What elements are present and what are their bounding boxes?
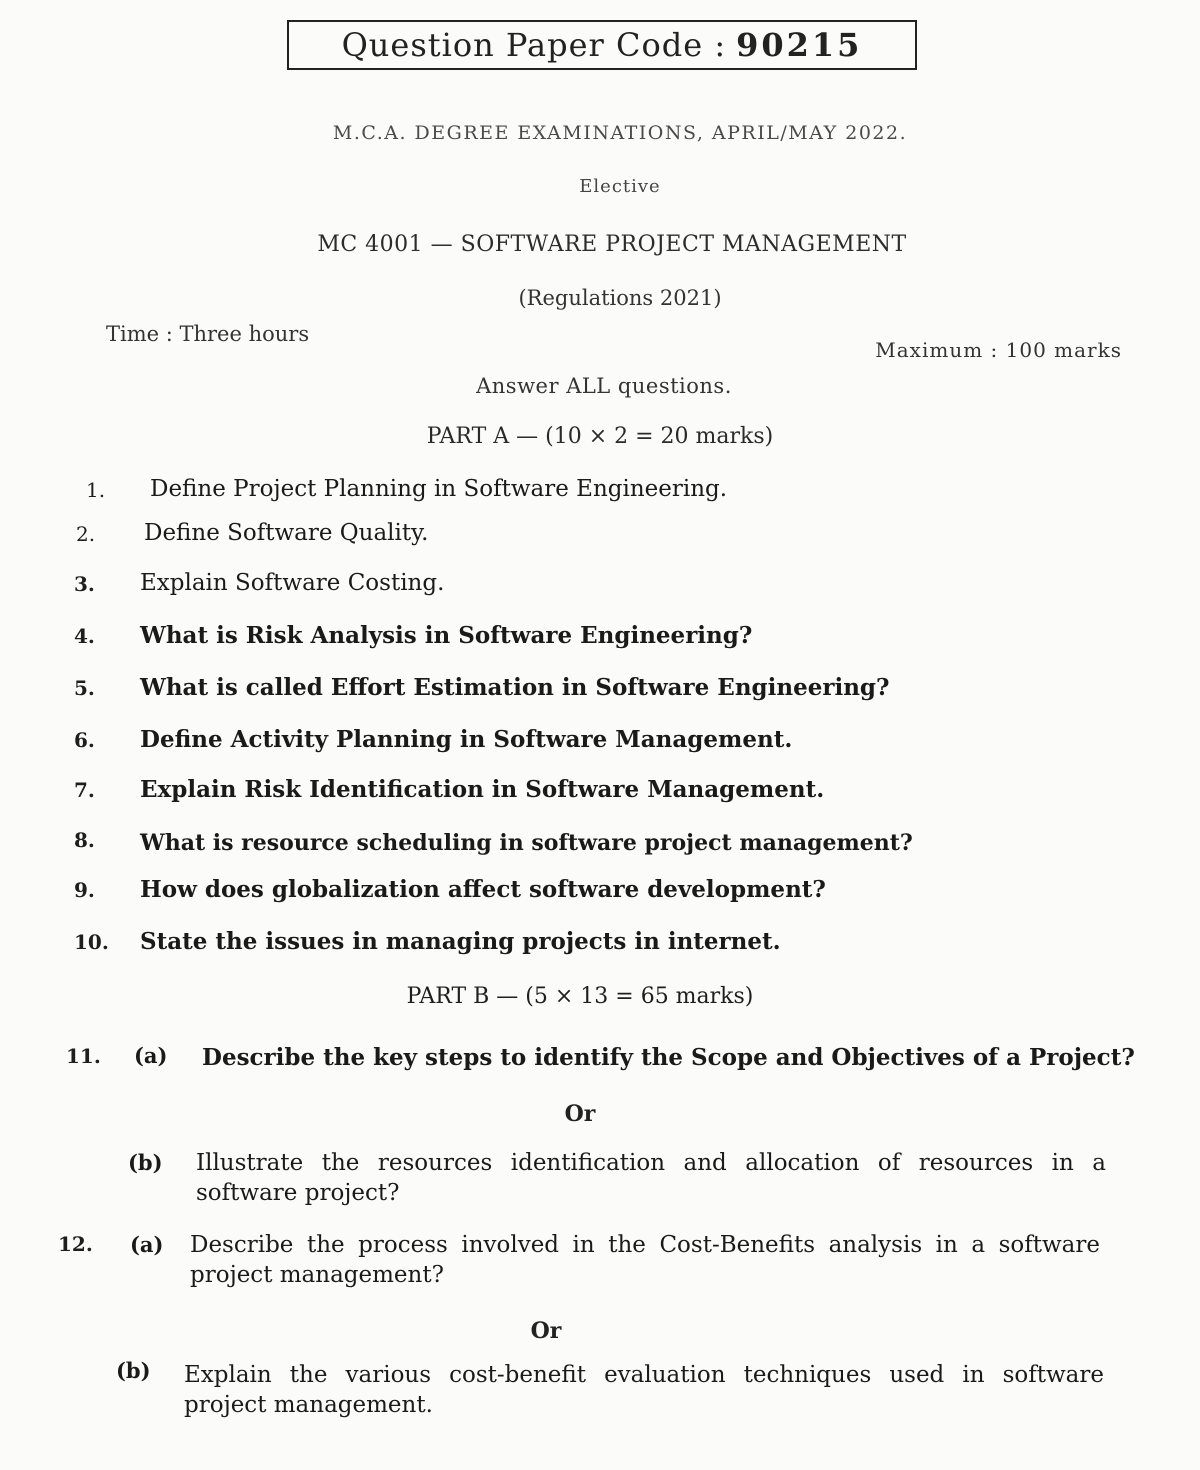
sub-question-label: (a) xyxy=(134,1043,168,1068)
sub-question-label: (b) xyxy=(128,1150,163,1175)
question-text: How does globalization affect software development? xyxy=(140,876,826,903)
question-number: 2. xyxy=(76,522,96,546)
or-separator: Or xyxy=(530,1318,562,1344)
question-number: 5. xyxy=(74,676,95,700)
part-b-title: PART B — (5 × 13 = 65 marks) xyxy=(406,984,754,1009)
question-number: 6. xyxy=(74,728,95,752)
code-label: Question Paper Code : xyxy=(341,26,727,64)
question-text: Define Software Quality. xyxy=(144,520,429,546)
exam-title: M.C.A. DEGREE EXAMINATIONS, APRIL/MAY 2022. xyxy=(332,122,908,144)
question-text: Define Project Planning in Software Engineering. xyxy=(150,476,728,502)
code-number: 90215 xyxy=(736,26,863,64)
sub-question-text: Illustrate the resources identification and allocation of resources in a software project? xyxy=(196,1150,1106,1206)
question-number: 7. xyxy=(74,778,95,802)
instruction: Answer ALL questions. xyxy=(476,374,732,398)
sub-question-text: Describe the process involved in the Cost-Benefits analysis in a software project management? xyxy=(190,1232,1100,1288)
question-text: Explain Software Costing. xyxy=(140,570,445,596)
maximum-marks: Maximum : 100 marks xyxy=(875,338,1122,362)
question-text: State the issues in managing projects in internet. xyxy=(140,928,781,955)
question-text: Define Activity Planning in Software Management. xyxy=(140,726,793,753)
elective-label: Elective xyxy=(579,176,661,197)
question-number: 8. xyxy=(74,828,95,852)
subject-title: MC 4001 — SOFTWARE PROJECT MANAGEMENT xyxy=(317,232,907,257)
time-allowed: Time : Three hours xyxy=(106,322,310,346)
question-text: What is called Effort Estimation in Software Engineering? xyxy=(140,674,890,701)
question-text: Explain Risk Identification in Software Management. xyxy=(140,776,825,803)
sub-question-text: Explain the various cost-benefit evaluation techniques used in software project management. xyxy=(184,1362,1104,1418)
question-paper-code-box xyxy=(287,20,917,70)
part-a-title: PART A — (10 × 2 = 20 marks) xyxy=(426,424,774,449)
sub-question-text: Describe the key steps to identify the Scope and Objectives of a Project? xyxy=(202,1044,1135,1071)
question-text: What is resource scheduling in software project management? xyxy=(140,830,913,856)
regulations: (Regulations 2021) xyxy=(518,286,722,310)
question-text: What is Risk Analysis in Software Engineering? xyxy=(140,622,753,649)
question-number: 9. xyxy=(74,878,95,902)
question-number: 3. xyxy=(74,572,95,596)
question-number: 11. xyxy=(66,1044,101,1068)
sub-question-label: (a) xyxy=(130,1232,164,1257)
question-number: 10. xyxy=(74,930,109,954)
question-number: 1. xyxy=(86,478,106,502)
question-number: 4. xyxy=(74,624,95,648)
question-number: 12. xyxy=(58,1232,93,1256)
sub-question-label: (b) xyxy=(116,1358,151,1383)
or-separator: Or xyxy=(564,1101,596,1127)
